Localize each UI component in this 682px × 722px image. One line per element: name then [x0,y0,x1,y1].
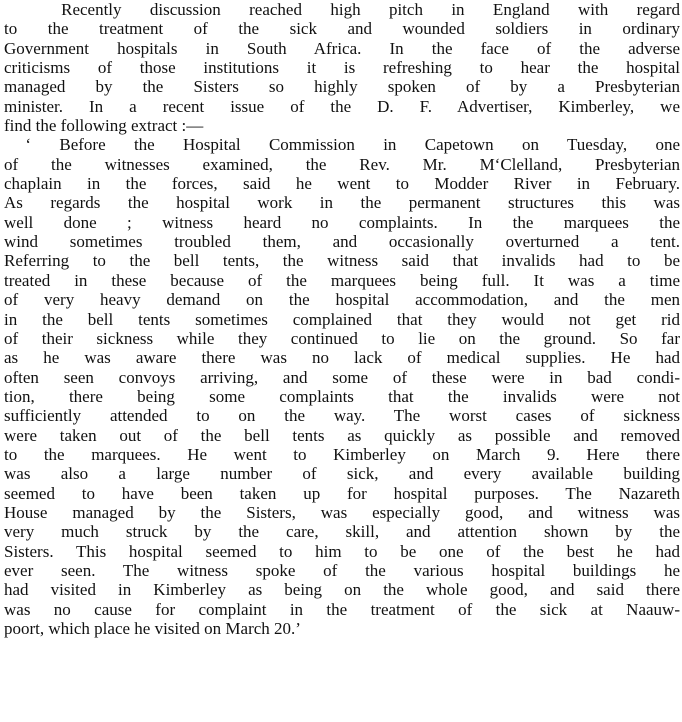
text-line: chaplain in the forces, said he went to Modder River in February. [4,174,680,194]
text-line: minister. In a recent issue of the D. F. Advertiser, Kimberley, we [4,96,680,116]
text-line: had visited in Kimberley as being on the whole good, and said there [4,580,680,600]
text-line: ‘ Before the Hospital Commission in Capetown on Tuesday, one [25,135,680,155]
text-line: seemed to have been taken up for hospital purposes. The Nazareth [4,483,680,503]
text-line: very much struck by the care, skill, and attention shown by the [4,522,680,542]
text-line: tion, there being some complaints that the invalids were not [4,386,680,406]
text-line: in the bell tents sometimes complained that they would not get rid [4,309,680,329]
text-line: criticisms of those institutions it is refreshing to hear the hospital [4,58,680,78]
text-line: were taken out of the bell tents as quickly as possible and removed [4,425,680,445]
text-line: Sisters. This hospital seemed to him to be one of the best he had [4,541,680,561]
text-line: sufficiently attended to on the way. The worst cases of sickness [4,406,680,426]
text-line: Recently discussion reached high pitch in England with regard [61,0,680,19]
text-line: ever seen. The witness spoke of the various hospital buildings he [4,560,680,580]
text-line: poort, which place he visited on March 20.’ [4,619,301,638]
text-line: managed by the Sisters so highly spoken of by a Presbyterian [4,77,680,97]
text-line: often seen convoys arriving, and some of these were in bad condi- [4,367,680,387]
text-line: as he was aware there was no lack of medical supplies. He had [4,348,680,368]
text-line: well done ; witness heard no complaints. In the marquees the [4,212,680,232]
text-line: of the witnesses examined, the Rev. Mr. M‘Clelland, Presbyterian [4,154,680,174]
article-text [4,0,680,638]
text-line: was no cause for complaint in the treatment of the sick at Naauw- [4,599,680,619]
text-line: to the marquees. He went to Kimberley on March 9. Here there [4,444,680,464]
text-line: As regards the hospital work in the permanent structures this was [4,193,680,213]
text-line: to the treatment of the sick and wounded soldiers in ordinary [4,19,680,39]
text-line: was also a large number of sick, and every available building [4,464,680,484]
text-line: House managed by the Sisters, was especially good, and witness was [4,502,680,522]
text-line: Government hospitals in South Africa. In the face of the adverse [4,38,680,58]
text-line: wind sometimes troubled them, and occasionally overturned a tent. [4,232,680,252]
text-line: of their sickness while they continued to lie on the ground. So far [4,328,680,348]
text-line: find the following extract :— [4,116,204,136]
text-line: of very heavy demand on the hospital accommodation, and the men [4,290,680,310]
text-line: treated in these because of the marquees being full. It was a time [4,270,680,290]
text-line: Referring to the bell tents, the witness said that invalids had to be [4,251,680,271]
